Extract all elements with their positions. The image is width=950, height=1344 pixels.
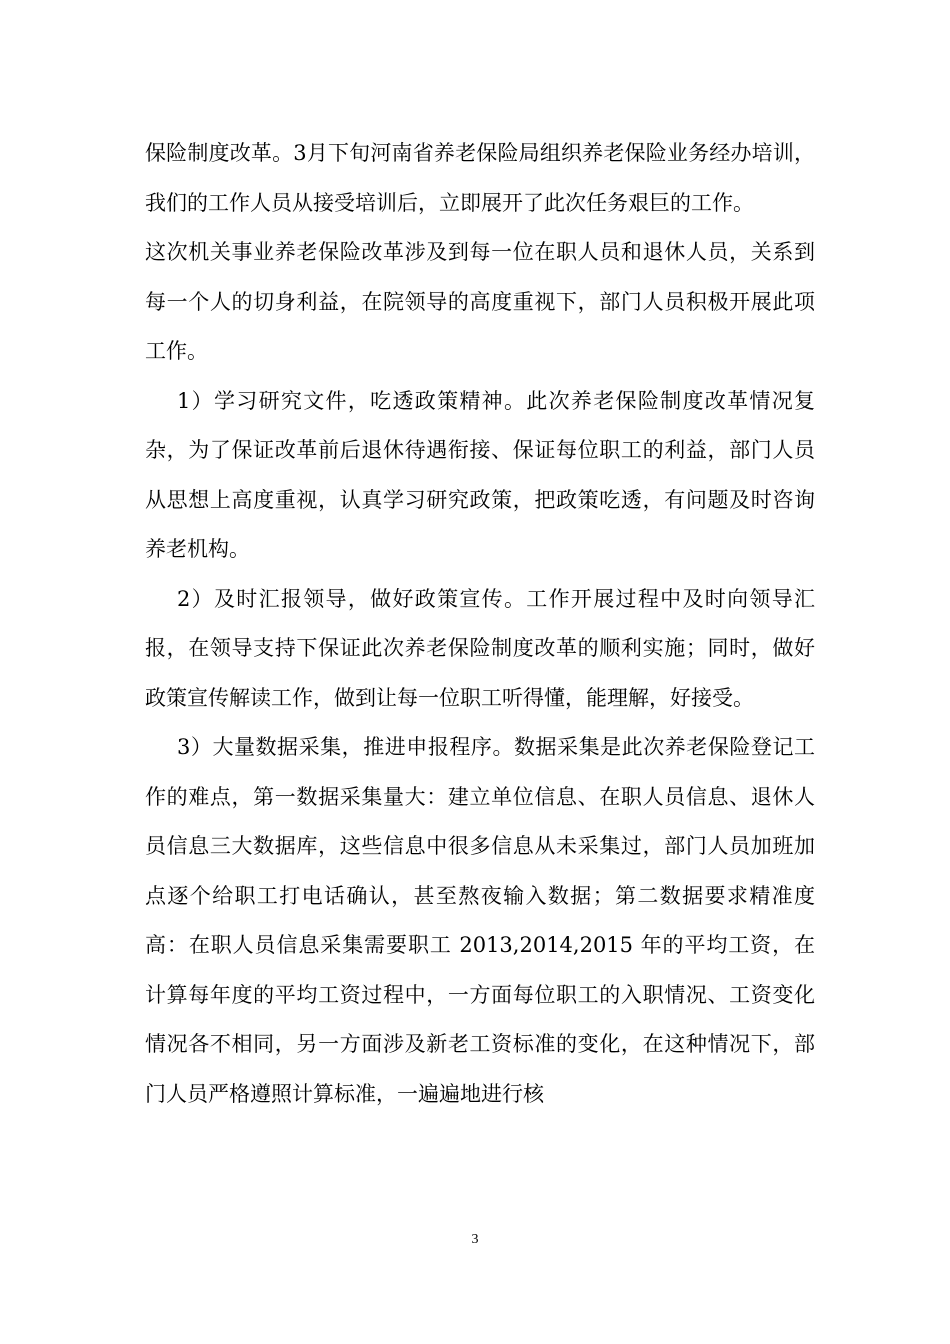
paragraph-4: 2）及时汇报领导，做好政策宣传。工作开展过程中及时向领导汇报，在领导支持下保证此次养老保险制度改革的顺利实施；同时，做好政策宣传解读工作，做到让每一位职工听得懂，能理解，好接受。 — [145, 586, 815, 710]
paragraph-3: 1）学习研究文件，吃透政策精神。此次养老保险制度改革情况复杂，为了保证改革前后退休待遇衔接、保证每位职工的利益，部门人员从思想上高度重视，认真学习研究政策，把政策吃透，有问题及时咨询养老机构。 — [145, 388, 815, 561]
page-number: 3 — [471, 1232, 479, 1247]
paragraph-1: 保险制度改革。3月下旬河南省养老保险局组织养老保险业务经办培训，我们的工作人员从接受培训后，立即展开了此次任务艰巨的工作。 — [145, 141, 815, 215]
paragraph-2: 这次机关事业养老保险改革涉及到每一位在职人员和退休人员，关系到每一个人的切身利益，在院领导的高度重视下，部门人员积极开展此项工作。 — [145, 240, 815, 363]
document-body — [145, 129, 815, 1119]
paragraph-5: 3）大量数据采集，推进申报程序。数据采集是此次养老保险登记工作的难点，第一数据采集量大：建立单位信息、在职人员信息、退休人员信息三大数据库，这些信息中很多信息从未采集过，部门人员加班加点逐个给职工打电话确认，甚至熬夜输入数据；第二数据要求精准度高：在职人员信息采集需要职工 2013,2014,2015 年的平均工资，在计算每年度的平均工资过程中，一方面每位职工的入职情况、工资变化情况各不相同，另一方面涉及新老工资标准的变化，在这种情况下，部门人员严格遵照计算标准，一遍遍地进行核 — [145, 735, 815, 1106]
